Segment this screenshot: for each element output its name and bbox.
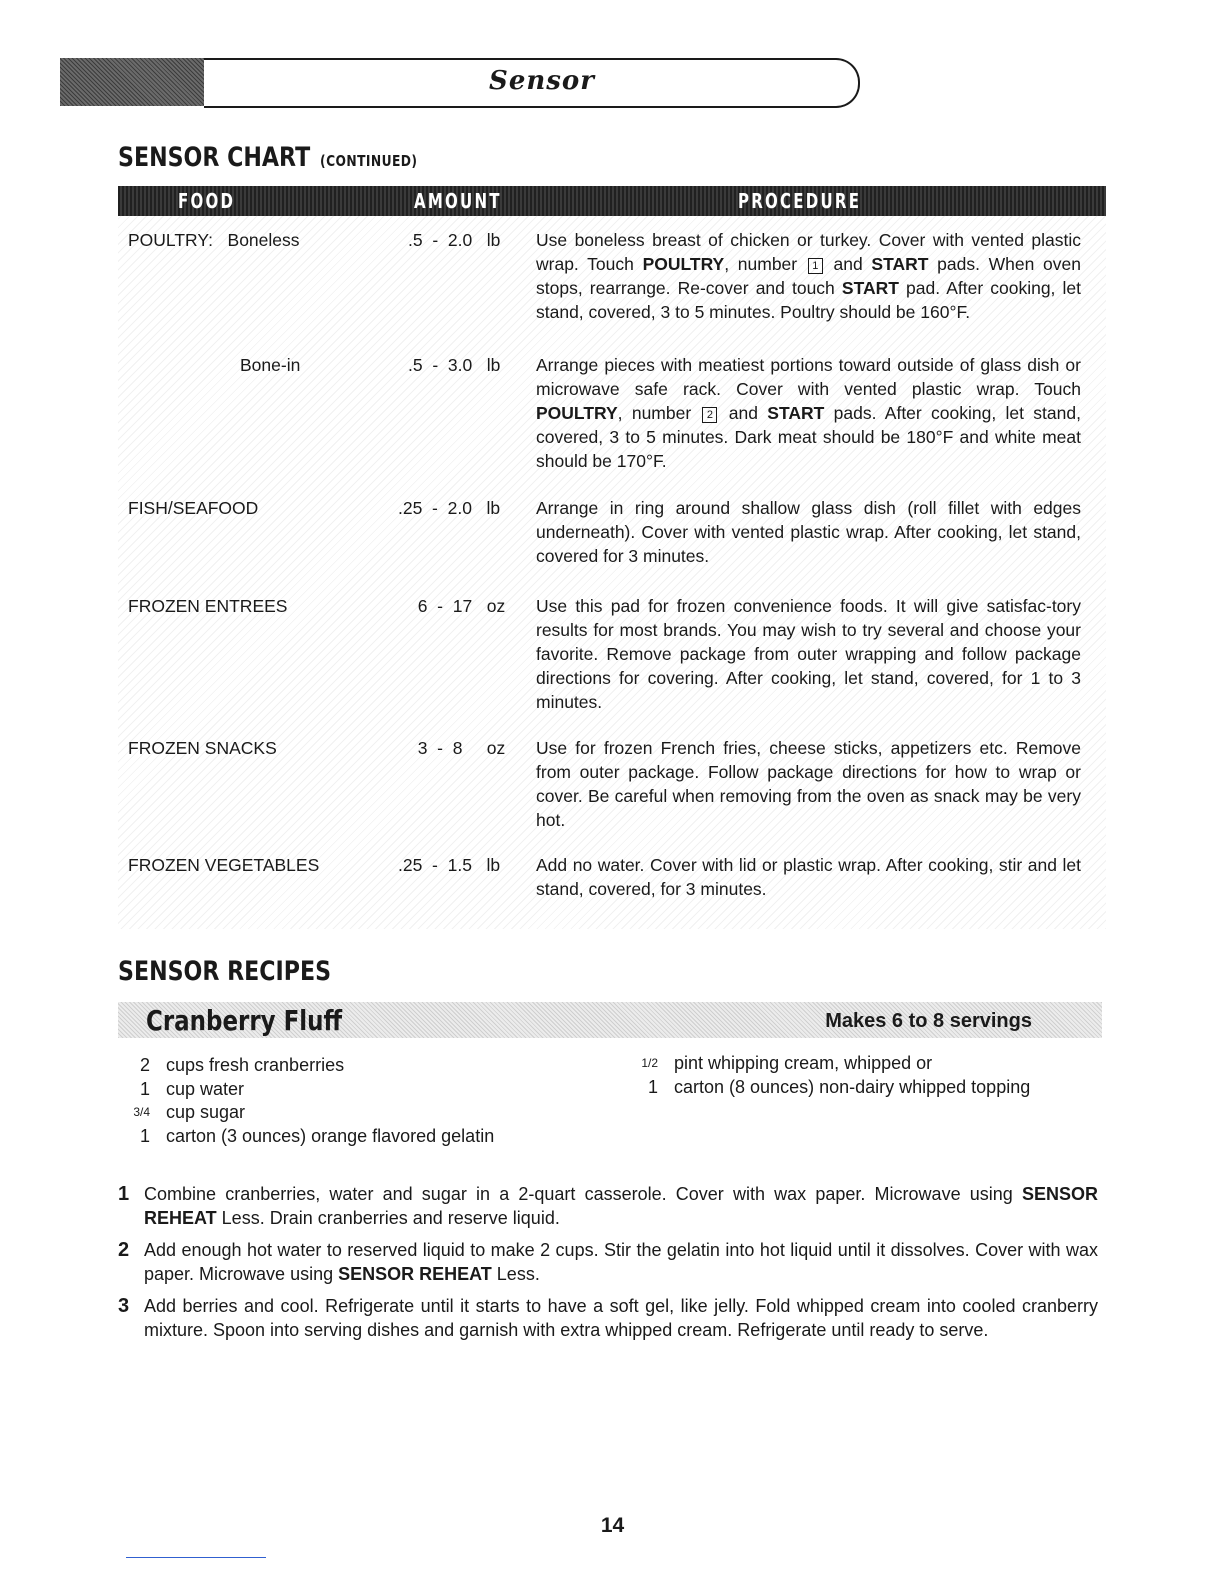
procedure-cell: Use boneless breast of chicken or turkey. Cover with vented plastic wrap. Touch POULTRY, number 1 and START pads. When oven stops, rearrange. Re-cover and touch START pad. After cooking, let stand, covered, 3 to 5 minutes. Poultry should be 160°F. — [536, 230, 1081, 322]
key-2-icon: 2 — [702, 407, 717, 423]
amount-cell: 6 - 17 oz — [408, 596, 506, 616]
recipe-step: 1 Combine cranberries, water and sugar in a 2-quart casserole. Cover with wax paper. Microwave using SENSOR REHEAT Less. Drain cranberries and reserve liquid. — [118, 1183, 1098, 1228]
sensor-chart-title: SENSOR CHART — [118, 142, 311, 173]
ingredient-item: 1 carton (3 ounces) orange flavored gelatin — [139, 1125, 495, 1146]
sensor-chart-heading — [118, 142, 417, 173]
ingredient-item: 3/4 cup sugar — [133, 1102, 246, 1122]
column-header-amount: AMOUNT — [414, 189, 502, 213]
key-1-icon: 1 — [808, 258, 823, 274]
page-number: 14 — [600, 1514, 625, 1537]
food-cell: POULTRY: Boneless — [128, 230, 300, 250]
amount-cell: .25 - 2.0 lb — [398, 498, 501, 518]
amount-cell: 3 - 8 oz — [408, 738, 506, 758]
banner-title: Sensor — [489, 66, 595, 96]
header-banner — [60, 58, 880, 106]
recipe-step: 2 Add enough hot water to reserved liquid to make 2 cups. Stir the gelatin into hot liquid until it dissolves. Cover with wax paper. Microwave using SENSOR REHEAT Less. — [118, 1239, 1098, 1284]
sensor-chart-table — [118, 186, 1106, 929]
ingredients-right — [628, 1052, 1098, 1099]
step-number: 2 — [118, 1239, 130, 1261]
amount-cell: .5 - 2.0 lb — [408, 230, 501, 250]
recipe-step: 3 Add berries and cool. Refrigerate until it starts to have a soft gel, like jelly. Fold whipped cream into cooled cranberry mixture. Spoon into serving dishes and garnish with extra whipped cream. Refrigerate until ready to serve. — [118, 1295, 1098, 1340]
column-header-procedure: PROCEDURE — [738, 189, 862, 213]
step-number: 1 — [118, 1183, 130, 1205]
ingredient-item: 1 cup water — [139, 1078, 245, 1099]
procedure-cell: Use for frozen French fries, cheese sticks, appetizers etc. Remove from outer package. Follow package directions for how to wrap or cover. Be careful when removing from the oven as snack may be very hot. — [536, 738, 1081, 830]
procedure-cell: Use this pad for frozen convenience foods. It will give satisfac-tory results for most brands. You may wish to try several and choose your favorite. Remove package from outer wrapping and follow package directions for covering. After cooking, let stand, covered, for 1 to 3 minutes. — [536, 596, 1081, 712]
food-cell: FROZEN ENTREES — [128, 596, 288, 616]
sensor-chart-subtitle: (CONTINUED) — [320, 152, 418, 170]
food-cell: FROZEN SNACKS — [128, 738, 277, 758]
procedure-cell: Add no water. Cover with lid or plastic wrap. After cooking, stir and let stand, covered, for 3 minutes. — [536, 855, 1081, 899]
amount-cell: .5 - 3.0 lb — [408, 355, 501, 375]
banner-block — [60, 58, 204, 106]
food-cell: Bone-in — [240, 355, 301, 375]
recipe-name: Cranberry Fluff — [146, 1004, 343, 1037]
sensor-recipes-heading: SENSOR RECIPES — [118, 956, 332, 987]
ingredient-item: 1 carton (8 ounces) non-dairy whipped topping — [647, 1076, 1031, 1097]
column-header-food: FOOD — [178, 189, 236, 213]
recipe-title-bar — [118, 1002, 1102, 1038]
table-header — [118, 186, 1106, 216]
food-cell: FISH/SEAFOOD — [128, 498, 259, 518]
step-number: 3 — [118, 1295, 130, 1317]
procedure-cell: Arrange in ring around shallow glass dish (roll fillet with edges underneath). Cover with vented plastic wrap. After cooking, let stand, covered for 3 minutes. — [536, 498, 1081, 566]
procedure-cell: Arrange pieces with meatiest portions toward outside of glass dish or microwave safe rack. Cover with vented plastic wrap. Touch POULTRY, number 2 and START pads. After cooking, let stand, covered, 3 to 5 minutes. Dark meat should be 180°F and white meat should be 170°F. — [536, 355, 1081, 471]
ingredient-item: 2 cups fresh cranberries — [139, 1055, 345, 1075]
ingredients-left — [120, 1054, 590, 1148]
bottom-rule — [126, 1557, 266, 1558]
amount-cell: .25 - 1.5 lb — [398, 855, 501, 875]
food-cell: FROZEN VEGETABLES — [128, 855, 320, 875]
recipe-servings: Makes 6 to 8 servings — [825, 1010, 1032, 1032]
ingredient-item: 1/2 pint whipping cream, whipped or — [641, 1053, 933, 1073]
recipe-steps — [118, 1182, 1098, 1350]
